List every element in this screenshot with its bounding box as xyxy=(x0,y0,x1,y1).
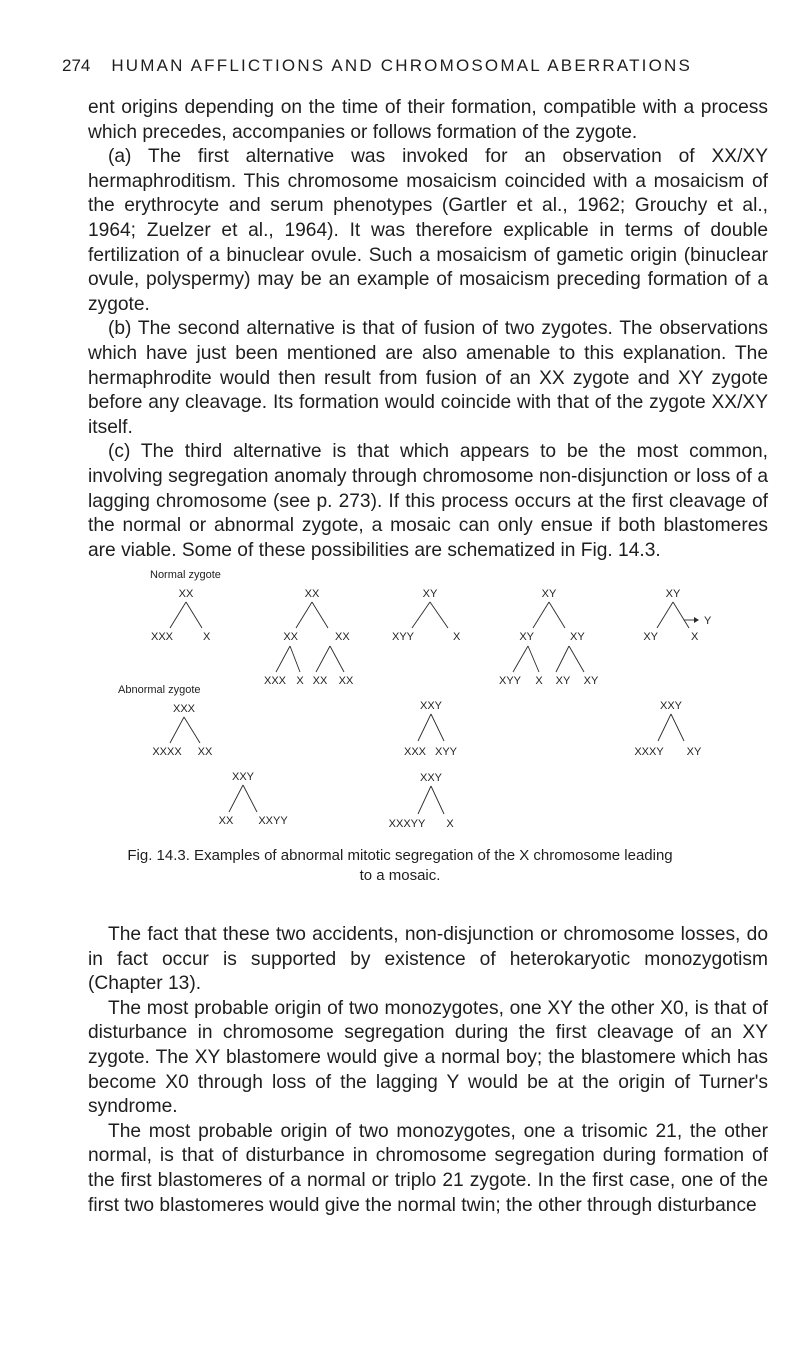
root-node: XXY xyxy=(419,700,443,712)
root-node: XXY xyxy=(231,771,255,783)
right-node: XX xyxy=(335,631,350,643)
paragraph-continuation: ent origins depending on the time of their formation, compatible with a process which precedes, accompanies or follows formation of the zygote. xyxy=(88,97,768,143)
leaf-node: XXX xyxy=(263,675,287,687)
leaf-node: X xyxy=(296,675,304,687)
segregation-diagram xyxy=(0,560,800,840)
figure-14-3 xyxy=(0,560,800,840)
right-node: XX xyxy=(197,746,213,758)
label-normal-zygote: Normal zygote xyxy=(150,569,221,581)
tree-normal-xy-1 xyxy=(392,588,461,643)
tree-abnormal-xxy-2 xyxy=(404,700,458,758)
caption-line-2: to a mosaic. xyxy=(359,867,441,884)
root-node: XY xyxy=(541,588,557,600)
right-node: XY xyxy=(686,746,702,758)
tree-abnormal-xxy-3 xyxy=(389,772,455,830)
root-node: XX xyxy=(178,588,194,600)
left-node: XXX xyxy=(150,631,173,643)
paragraph-alternative-c: (c) The third alternative is that which appears to be the most common, involving segregation anomaly through chromosome non-disjunction or loss of a lagging chromosome (see p. 273). If this process occurs at the first cleavage of the normal or abnormal zygote, a mosaic can only ensue if both blastomeres are viable. Some of these possibilities are schematized in Fig. 14.3. xyxy=(88,441,768,561)
left-node: XXXY xyxy=(634,746,664,758)
top-text-block xyxy=(88,96,768,563)
leaf-node: XY xyxy=(583,675,599,687)
tree-normal-xx-2 xyxy=(264,588,354,687)
tree-normal-xx-1 xyxy=(151,588,211,643)
leaf-node: XX xyxy=(338,675,354,687)
left-node: XXXX xyxy=(152,746,182,758)
right-node: XXYY xyxy=(258,815,288,827)
tree-abnormal-xxx xyxy=(152,703,213,758)
right-node: X xyxy=(203,631,211,643)
root-node: XY xyxy=(665,588,681,600)
tree-normal-xy-2 xyxy=(499,588,599,687)
tree-normal-xy-3 xyxy=(643,588,712,643)
label-abnormal-zygote: Abnormal zygote xyxy=(118,684,201,696)
left-node: XYY xyxy=(391,631,414,643)
page-number: 274 xyxy=(62,56,91,75)
left-node: XY xyxy=(519,631,534,643)
leaf-node: XX xyxy=(312,675,328,687)
lagging-arrow-icon xyxy=(694,617,699,623)
right-node: XY xyxy=(570,631,585,643)
tree-abnormal-xxy-1 xyxy=(219,771,289,827)
bottom-text-block xyxy=(88,923,768,1218)
figure-caption xyxy=(100,846,700,886)
running-title: HUMAN AFFLICTIONS AND CHROMOSOMAL ABERRATIONS xyxy=(111,56,693,75)
root-node: XX xyxy=(304,588,320,600)
lost-chromosome: Y xyxy=(704,615,712,627)
leaf-node: X xyxy=(535,675,543,687)
caption-line-1: Fig. 14.3. Examples of abnormal mitotic segregation of the X chromosome leading xyxy=(127,847,673,864)
right-node: X xyxy=(691,631,699,643)
root-node: XY xyxy=(422,588,438,600)
paragraph-xy-x0-origin: The most probable origin of two monozygotes, one XY the other X0, is that of disturbance in chromosome segregation during the first cleavage of an XY zygote. The XY blastomere would give a normal boy; the blastomere which has become X0 through loss of the lagging Y would be at the origin of Turner's syndrome. xyxy=(88,997,768,1118)
tree-abnormal-xxy-4 xyxy=(634,700,702,758)
leaf-node: XYY xyxy=(498,675,522,687)
paragraph-trisomic-origin: The most probable origin of two monozygotes, one a trisomic 21, the other normal, is that of disturbance in chromosome segregation during formation of the first blastomeres of a normal or triplo 21 zygote. In the first case, one of the first two blastomeres would give the normal twin; the other through disturbance xyxy=(88,1120,768,1216)
paragraph-alternative-a: (a) The first alternative was invoked for an observation of XX/XY hermaphroditism. This chromosome mosaicism coincided with a mosaicism of the erythrocyte and serum phenotypes (Gartler et al., 1962; Grouchy et al., 1964; Zuelzer et al., 1964). It was therefore explicable in terms of double fertilization of a binuclear ovule. Such a mosaicism of gametic origin (binuclear ovule, polyspermy) may be an example of mosaicism preceding formation of a zygote. xyxy=(88,146,768,315)
right-node: X xyxy=(446,818,454,830)
right-node: X xyxy=(453,631,461,643)
left-node: XXXYY xyxy=(388,818,426,830)
left-node: XXX xyxy=(403,746,427,758)
root-node: XXX xyxy=(172,703,196,715)
leaf-node: XY xyxy=(555,675,571,687)
root-node: XXY xyxy=(419,772,443,784)
root-node: XXY xyxy=(659,700,683,712)
paragraph-accidents: The fact that these two accidents, non-disjunction or chromosome losses, do in fact occur is supported by existence of heterokaryotic monozygotism (Chapter 13). xyxy=(88,924,768,995)
left-node: XX xyxy=(218,815,234,827)
left-node: XX xyxy=(283,631,298,643)
paragraph-alternative-b: (b) The second alternative is that of fusion of two zygotes. The observations which have just been mentioned are also amenable to this explanation. The hermaphrodite would then result from fusion of an XX zygote and XY zygote before any cleavage. Its formation would coincide with that of the zygote XX/XY itself. xyxy=(88,318,768,438)
running-header xyxy=(62,56,762,76)
right-node: XYY xyxy=(434,746,458,758)
left-node: XY xyxy=(643,631,658,643)
